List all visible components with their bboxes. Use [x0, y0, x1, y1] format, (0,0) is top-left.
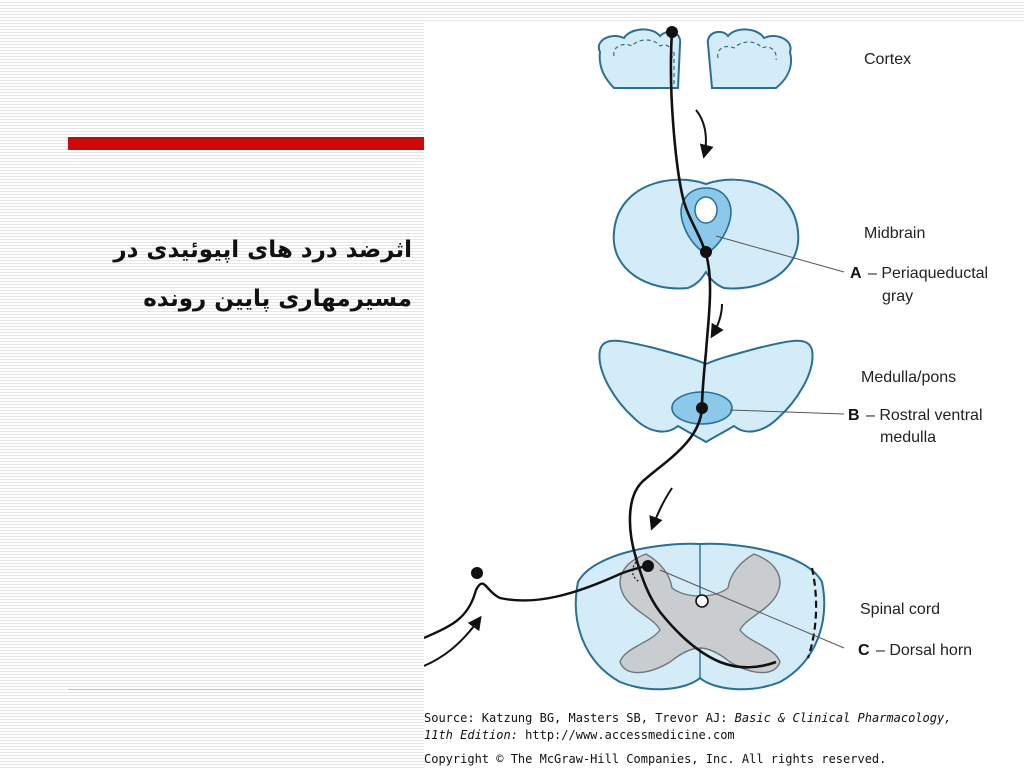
- midbrain-section: [614, 180, 799, 289]
- label-site-b-line2: medulla: [880, 429, 937, 446]
- source-edition: 11th Edition:: [424, 728, 518, 742]
- label-site-b-line1: – Rostral ventral: [866, 407, 983, 424]
- slide-title-line-2: مسیرمهاری پایین رونده: [143, 286, 412, 312]
- cortex-section: [599, 29, 791, 88]
- label-site-c-letter: C: [858, 642, 870, 659]
- source-prefix: Source: Katzung BG, Masters SB, Trevor AJ:: [424, 711, 735, 725]
- title-accent-bar: [68, 137, 428, 150]
- label-medulla-pons: Medulla/pons: [861, 369, 957, 386]
- label-site-c-line1: – Dorsal horn: [876, 642, 973, 659]
- label-spinal-cord: Spinal cord: [860, 601, 941, 618]
- source-line-1: [424, 710, 1024, 727]
- label-site-a-line2: gray: [882, 288, 914, 305]
- footer-rule: [68, 689, 428, 690]
- slide-title-line-1: اثرضد درد های اپیوئیدی در: [113, 237, 412, 263]
- copyright-notice: Copyright © The McGraw-Hill Companies, Inc. All rights reserved.: [424, 752, 887, 766]
- label-site-a-letter: A: [850, 265, 862, 282]
- afferent-neuron: [471, 567, 483, 579]
- source-line-2: [424, 727, 1024, 744]
- source-url: http://www.accessmedicine.com: [517, 728, 735, 742]
- site-b-neuron: [696, 402, 708, 414]
- label-site-b-letter: B: [848, 407, 860, 424]
- cortex-neuron: [666, 26, 678, 38]
- central-canal: [696, 595, 708, 607]
- site-a-neuron: [700, 246, 712, 258]
- direction-arrow-2: [712, 304, 722, 336]
- pain-pathway-figure: [424, 22, 1024, 768]
- direction-arrow-1: [696, 110, 706, 156]
- label-cortex: Cortex: [864, 51, 912, 68]
- site-c-neuron: [642, 560, 654, 572]
- label-site-a-line1: – Periaqueductal: [868, 265, 989, 282]
- spinal-cord-section: [576, 544, 824, 689]
- source-book-title: Basic & Clinical Pharmacology,: [734, 711, 952, 725]
- descending-pathway-diagram: [424, 22, 1024, 712]
- direction-arrow-3: [652, 488, 672, 528]
- slide-title: [60, 226, 412, 324]
- label-midbrain: Midbrain: [864, 225, 926, 242]
- figure-source-citation: [424, 710, 1024, 744]
